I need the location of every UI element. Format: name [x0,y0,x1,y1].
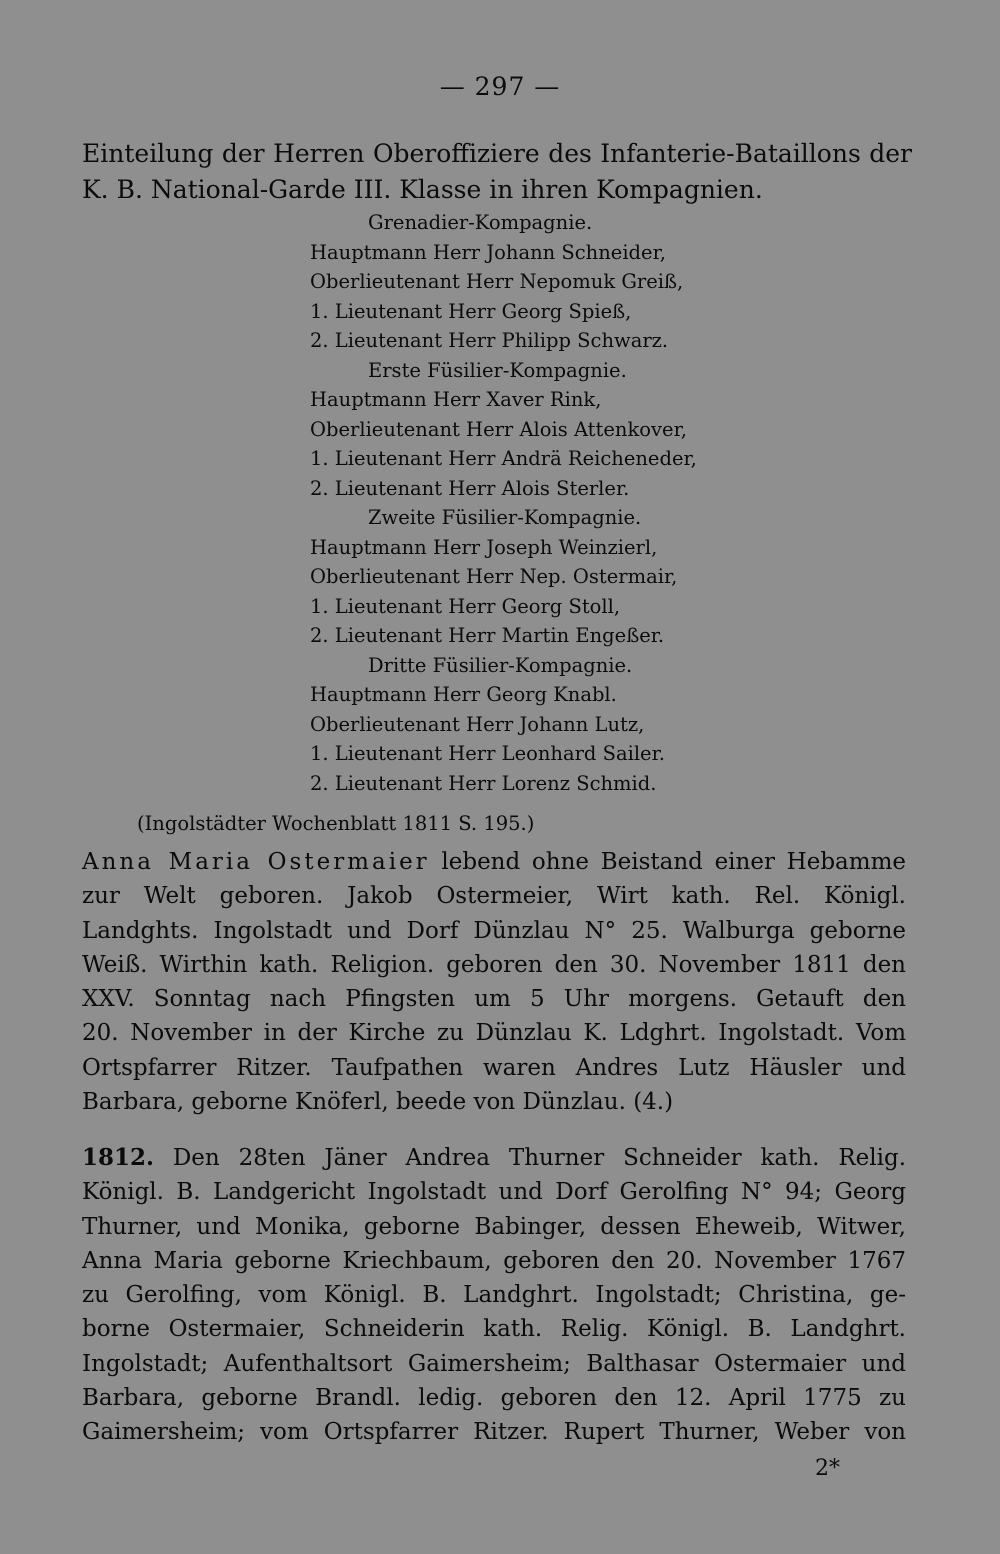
entry-line: Barbara, geborne Brandl. ledig. geboren den 12. April 1775 zu [82,1385,906,1412]
signature-mark: 2* [815,1456,840,1481]
officer-line: Oberlieutenant Herr Johann Lutz, [310,712,645,736]
section-heading [82,136,912,208]
officer-line: 1. Lieutenant Herr Andrä Reicheneder, [310,447,697,470]
officer-line: 1. Lieutenant Herr Georg Stoll, [310,594,621,618]
officer-line: Oberlieutenant Herr Alois Attenkover, [310,417,687,441]
officer-line: Oberlieutenant Herr Nep. Ostermair, [310,565,678,588]
entry-line: borne Ostermaier, Schneiderin kath. Relig. Königl. B. Landghrt. [82,1316,906,1343]
entry-line: Ortspfarrer Ritzer. Taufpathen waren Andres Lutz Häusler und [82,1054,906,1081]
entry-line: Weiß. Wirthin kath. Religion. geboren den 30. November 1811 den [82,951,906,978]
page-number: — 297 — [439,72,561,101]
officer-line: 1. Lieutenant Herr Leonhard Sailer. [310,742,665,765]
entry-line: XXV. Sonntag nach Pfingsten um 5 Uhr morgens. Getauft den [82,986,906,1013]
source-citation: (Ingolstädter Wochenblatt 1811 S. 195.) [137,812,535,835]
officer-line: 1. Lieutenant Herr Georg Spieß, [310,299,632,323]
heading-line-2: K. B. National-Garde III. Klasse in ihren Kompagnien. [82,175,763,204]
heading-line-1: Einteilung der Herren Oberoffiziere des Infanterie-Bataillons der [82,139,912,168]
marriage-entry-1812 [82,1141,906,1450]
baptism-entry-1 [82,845,906,1119]
officer-line: Hauptmann Herr Xaver Rink, [310,388,602,411]
officer-line: Hauptmann Herr Georg Knabl. [310,683,617,706]
officer-line: 2. Lieutenant Herr Martin Engeßer. [310,624,665,647]
company-title: Zweite Füsilier-Kompagnie. [368,506,642,529]
officer-line: Hauptmann Herr Johann Schneider, [310,240,666,264]
company-title: Erste Füsilier-Kompagnie. [368,358,627,382]
entry-line: Königl. B. Landgericht Ingolstadt und Dorf Gerolfing N° 94; Georg [82,1179,906,1206]
officer-line: Oberlieutenant Herr Nepomuk Greiß, [310,270,684,293]
officer-line: 2. Lieutenant Herr Alois Sterler. [310,476,630,500]
officer-line: 2. Lieutenant Herr Lorenz Schmid. [310,771,657,795]
officer-roster [310,208,730,798]
entry-line: zur Welt geboren. Jakob Ostermeier, Wirt kath. Rel. Königl. [82,883,906,910]
entry-line: 20. November in der Kirche zu Dünzlau K. Ldghrt. Ingolstadt. Vom [82,1020,906,1047]
officer-line: Hauptmann Herr Joseph Weinzierl, [310,535,658,559]
officer-line: 2. Lieutenant Herr Philipp Schwarz. [310,329,669,352]
entry-year: 1812. [82,1144,155,1171]
entry-line: Thurner, und Monika, geborne Babinger, dessen Eheweib, Witwer, [82,1213,906,1240]
entry-line: Gaimersheim; vom Ortspfarrer Ritzer. Rupert Thurner, Weber von [82,1419,906,1446]
company-title: Grenadier-Kompagnie. [368,211,593,234]
entry-line: zu Gerolfing, vom Königl. B. Landghrt. Ingolstadt; Christina, ge- [82,1282,906,1309]
entry-name: Anna Maria Ostermaier [82,849,430,875]
entry-line: Barbara, geborne Knöferl, beede von Dünzlau. (4.) [82,1089,674,1116]
entry-line: Anna Maria geborne Kriechbaum, geboren den 20. November 1767 [82,1247,906,1274]
company-title: Dritte Füsilier-Kompagnie. [368,653,633,677]
entry-line: Ingolstadt; Aufenthaltsort Gaimersheim; Balthasar Ostermaier und [82,1350,906,1377]
entry-line: 1812. Den 28ten Jäner Andrea Thurner Schneider kath. Relig. [82,1144,906,1171]
entry-line: Anna Maria Ostermaier lebend ohne Beistand einer Hebamme [82,849,906,875]
entry-line: Landghts. Ingolstadt und Dorf Dünzlau N° 25. Walburga geborne [82,917,906,944]
